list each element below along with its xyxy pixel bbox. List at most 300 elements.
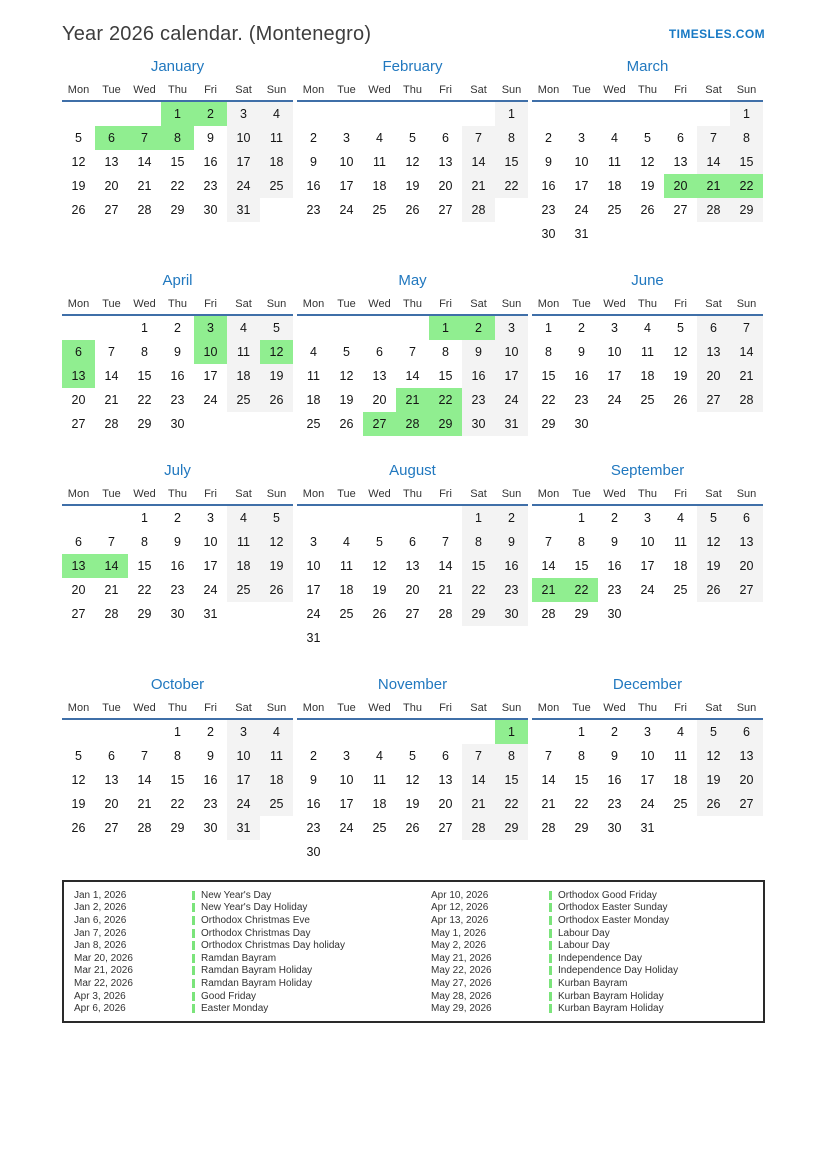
day-cell: 10 xyxy=(640,749,655,763)
day-cell: 24 xyxy=(203,393,218,407)
holiday-day-cell: 21 xyxy=(697,174,730,198)
day-cell: 2 xyxy=(174,511,181,525)
day-cell: 28 xyxy=(541,821,556,835)
day-cell: 11 xyxy=(307,369,320,383)
empty-cell xyxy=(95,316,128,340)
empty-cell xyxy=(128,720,161,744)
empty-cell xyxy=(697,816,730,840)
day-cell: 21 xyxy=(438,583,453,597)
day-cell: 23 xyxy=(574,393,589,407)
day-cell: 9 xyxy=(207,131,214,145)
weekday-label: Fri xyxy=(429,488,462,506)
day-cell: 14 xyxy=(137,773,152,787)
day-cell: 15 xyxy=(574,559,589,573)
day-cell: 8 xyxy=(578,749,585,763)
day-cell: 12 xyxy=(673,345,688,359)
weekend-day-cell: 18 xyxy=(260,768,293,792)
holiday-marker-icon xyxy=(192,916,195,925)
legend-date: May 2, 2026 xyxy=(431,940,487,952)
weekday-label: Thu xyxy=(396,488,429,506)
day-cell: 2 xyxy=(310,131,317,145)
empty-cell xyxy=(62,720,95,744)
day-cell: 19 xyxy=(405,179,420,193)
day-cell: 10 xyxy=(640,535,655,549)
empty-cell xyxy=(95,506,128,530)
weekend-day-cell: 26 xyxy=(697,578,730,602)
day-cell: 25 xyxy=(372,203,387,217)
legend-date: May 27, 2026 xyxy=(431,977,492,989)
legend-item xyxy=(421,902,763,915)
day-cell: 27 xyxy=(673,203,688,217)
day-cell: 24 xyxy=(640,583,655,597)
weekday-label: Sun xyxy=(260,84,293,102)
day-cell: 4 xyxy=(677,511,684,525)
day-cell: 19 xyxy=(372,583,387,597)
empty-cell xyxy=(495,198,528,222)
day-cell: 22 xyxy=(137,583,152,597)
holiday-marker-icon xyxy=(192,1004,195,1013)
empty-cell xyxy=(697,102,730,126)
day-cell: 30 xyxy=(170,607,185,621)
day-cell: 23 xyxy=(203,179,218,193)
weekday-label: Thu xyxy=(161,702,194,720)
day-cell: 30 xyxy=(607,607,622,621)
day-cell: 23 xyxy=(170,583,185,597)
holiday-day-cell: 6 xyxy=(62,340,95,364)
day-cell: 16 xyxy=(541,179,556,193)
empty-cell xyxy=(330,840,363,864)
day-cell: 17 xyxy=(306,583,321,597)
weekday-label: Tue xyxy=(330,84,363,102)
weekend-day-cell: 3 xyxy=(227,720,260,744)
holiday-marker-icon xyxy=(549,966,552,975)
day-cell: 25 xyxy=(607,203,622,217)
day-cell: 14 xyxy=(541,559,556,573)
month-april xyxy=(62,272,293,436)
month-title: November xyxy=(377,676,448,693)
day-cell: 6 xyxy=(75,535,82,549)
month-title: June xyxy=(631,272,664,289)
weekend-day-cell: 10 xyxy=(495,340,528,364)
day-cell: 26 xyxy=(372,607,387,621)
day-cell: 16 xyxy=(306,179,321,193)
legend-item xyxy=(421,1002,763,1015)
legend-item xyxy=(64,902,421,915)
empty-cell xyxy=(730,602,763,626)
holiday-day-cell: 21 xyxy=(532,578,565,602)
empty-cell xyxy=(664,602,697,626)
weekday-label: Fri xyxy=(429,84,462,102)
day-cell: 29 xyxy=(170,821,185,835)
day-cell: 2 xyxy=(207,725,214,739)
day-cell: 29 xyxy=(574,607,589,621)
weekday-label: Sat xyxy=(227,702,260,720)
day-cell: 11 xyxy=(674,749,687,763)
day-cell: 16 xyxy=(170,369,185,383)
day-cell: 29 xyxy=(137,417,152,431)
day-cell: 12 xyxy=(71,155,86,169)
month-calendar xyxy=(532,488,763,626)
day-cell: 19 xyxy=(640,179,655,193)
weekend-day-cell: 28 xyxy=(697,198,730,222)
empty-cell xyxy=(598,102,631,126)
day-cell: 16 xyxy=(203,773,218,787)
day-cell: 20 xyxy=(372,393,387,407)
weekend-day-cell: 11 xyxy=(227,530,260,554)
empty-cell xyxy=(194,412,227,436)
weekend-day-cell: 18 xyxy=(227,554,260,578)
day-cell: 3 xyxy=(611,321,618,335)
legend-item xyxy=(421,952,763,965)
holiday-day-cell: 28 xyxy=(396,412,429,436)
day-cell: 17 xyxy=(203,369,218,383)
legend-item xyxy=(421,977,763,990)
month-calendar xyxy=(297,298,528,436)
page-title: Year 2026 calendar. (Montenegro) xyxy=(62,22,372,45)
day-cell: 19 xyxy=(71,797,86,811)
day-cell: 1 xyxy=(578,511,585,525)
legend-holiday-name: Orthodox Christmas Day xyxy=(201,927,311,939)
day-cell: 18 xyxy=(607,179,622,193)
months-grid xyxy=(0,52,827,864)
weekday-label: Thu xyxy=(161,298,194,316)
month-calendar xyxy=(532,84,763,246)
legend-date: Jan 2, 2026 xyxy=(74,902,127,914)
day-cell: 6 xyxy=(376,345,383,359)
weekend-day-cell: 20 xyxy=(697,364,730,388)
weekend-day-cell: 9 xyxy=(462,340,495,364)
empty-cell xyxy=(532,102,565,126)
day-cell: 3 xyxy=(644,725,651,739)
day-cell: 15 xyxy=(137,559,152,573)
legend-item xyxy=(421,889,763,902)
day-cell: 15 xyxy=(438,369,453,383)
empty-cell xyxy=(495,626,528,650)
day-cell: 16 xyxy=(607,559,622,573)
day-cell: 11 xyxy=(373,773,386,787)
legend-date: Mar 22, 2026 xyxy=(74,977,133,989)
legend-item xyxy=(421,965,763,978)
weekend-day-cell: 27 xyxy=(730,792,763,816)
weekend-day-cell: 7 xyxy=(697,126,730,150)
weekend-day-cell: 14 xyxy=(730,340,763,364)
weekday-label: Fri xyxy=(664,702,697,720)
weekday-label: Wed xyxy=(363,702,396,720)
day-cell: 11 xyxy=(373,155,386,169)
weekend-day-cell: 4 xyxy=(260,720,293,744)
weekday-label: Thu xyxy=(161,84,194,102)
day-cell: 20 xyxy=(438,179,453,193)
holiday-day-cell: 14 xyxy=(95,554,128,578)
day-cell: 16 xyxy=(574,369,589,383)
day-cell: 24 xyxy=(339,821,354,835)
day-cell: 16 xyxy=(203,155,218,169)
site-link[interactable]: TIMESLES.COM xyxy=(668,27,765,41)
legend-holiday-name: New Year's Day xyxy=(201,889,272,901)
weekend-day-cell: 24 xyxy=(227,792,260,816)
weekend-day-cell: 2 xyxy=(495,506,528,530)
day-cell: 15 xyxy=(137,369,152,383)
weekend-day-cell: 11 xyxy=(227,340,260,364)
legend-holiday-name: Ramdan Bayram Holiday xyxy=(201,977,313,989)
empty-cell xyxy=(631,222,664,246)
day-cell: 24 xyxy=(339,203,354,217)
day-cell: 4 xyxy=(611,131,618,145)
day-cell: 1 xyxy=(545,321,552,335)
empty-cell xyxy=(697,602,730,626)
holiday-marker-icon xyxy=(192,954,195,963)
weekend-day-cell: 17 xyxy=(227,768,260,792)
day-cell: 22 xyxy=(137,393,152,407)
weekday-label: Tue xyxy=(565,298,598,316)
holiday-marker-icon xyxy=(192,903,195,912)
day-cell: 5 xyxy=(75,749,82,763)
weekday-label: Sat xyxy=(227,298,260,316)
month-october xyxy=(62,676,293,864)
day-cell: 26 xyxy=(339,417,354,431)
weekend-day-cell: 6 xyxy=(697,316,730,340)
day-cell: 6 xyxy=(409,535,416,549)
legend-holiday-name: Good Friday xyxy=(201,990,257,1002)
day-cell: 18 xyxy=(372,179,387,193)
weekday-label: Mon xyxy=(62,488,95,506)
day-cell: 19 xyxy=(71,179,86,193)
holiday-day-cell: 22 xyxy=(429,388,462,412)
legend-date: Mar 20, 2026 xyxy=(74,952,133,964)
day-cell: 9 xyxy=(310,773,317,787)
day-cell: 12 xyxy=(405,773,420,787)
weekday-label: Thu xyxy=(161,488,194,506)
day-cell: 7 xyxy=(108,535,115,549)
weekend-day-cell: 17 xyxy=(495,364,528,388)
legend-item xyxy=(421,990,763,1003)
weekend-day-cell: 14 xyxy=(462,150,495,174)
legend-date: Jan 6, 2026 xyxy=(74,914,127,926)
day-cell: 4 xyxy=(376,749,383,763)
empty-cell xyxy=(462,840,495,864)
legend-item xyxy=(64,914,421,927)
weekday-label: Sat xyxy=(462,298,495,316)
weekend-day-cell: 4 xyxy=(227,316,260,340)
day-cell: 3 xyxy=(343,749,350,763)
legend-holiday-name: Labour Day xyxy=(558,927,610,939)
holiday-day-cell: 1 xyxy=(429,316,462,340)
legend-item xyxy=(64,965,421,978)
day-cell: 5 xyxy=(644,131,651,145)
holiday-marker-icon xyxy=(549,903,552,912)
day-cell: 7 xyxy=(442,535,449,549)
legend-item xyxy=(64,952,421,965)
weekday-label: Sun xyxy=(260,298,293,316)
day-cell: 11 xyxy=(641,345,654,359)
holiday-day-cell: 7 xyxy=(128,126,161,150)
day-cell: 9 xyxy=(310,155,317,169)
weekday-label: Sat xyxy=(697,702,730,720)
day-cell: 8 xyxy=(141,345,148,359)
day-cell: 27 xyxy=(405,607,420,621)
weekday-label: Wed xyxy=(598,298,631,316)
day-cell: 28 xyxy=(137,821,152,835)
empty-cell xyxy=(363,316,396,340)
day-cell: 6 xyxy=(442,749,449,763)
weekend-day-cell: 28 xyxy=(462,198,495,222)
weekday-label: Mon xyxy=(62,298,95,316)
holiday-day-cell: 13 xyxy=(62,364,95,388)
empty-cell xyxy=(396,720,429,744)
weekday-label: Fri xyxy=(194,298,227,316)
day-cell: 26 xyxy=(673,393,688,407)
day-cell: 17 xyxy=(339,179,354,193)
weekday-label: Sat xyxy=(697,84,730,102)
legend-holiday-name: Kurban Bayram xyxy=(558,977,628,989)
legend-item xyxy=(64,939,421,952)
holiday-day-cell: 21 xyxy=(396,388,429,412)
day-cell: 20 xyxy=(405,583,420,597)
day-cell: 9 xyxy=(207,749,214,763)
legend-date: Jan 7, 2026 xyxy=(74,927,127,939)
weekday-label: Mon xyxy=(297,702,330,720)
holiday-marker-icon xyxy=(549,979,552,988)
day-cell: 1 xyxy=(141,321,148,335)
holiday-marker-icon xyxy=(549,992,552,1001)
weekday-label: Sun xyxy=(495,702,528,720)
day-cell: 17 xyxy=(640,773,655,787)
day-cell: 6 xyxy=(677,131,684,145)
day-cell: 21 xyxy=(104,393,119,407)
holiday-day-cell: 6 xyxy=(95,126,128,150)
day-cell: 12 xyxy=(640,155,655,169)
weekend-day-cell: 5 xyxy=(697,506,730,530)
weekday-label: Thu xyxy=(631,702,664,720)
weekday-label: Fri xyxy=(664,488,697,506)
weekend-day-cell: 11 xyxy=(260,126,293,150)
empty-cell xyxy=(396,626,429,650)
day-cell: 27 xyxy=(71,417,86,431)
day-cell: 26 xyxy=(71,203,86,217)
holiday-marker-icon xyxy=(549,916,552,925)
day-cell: 18 xyxy=(306,393,321,407)
empty-cell xyxy=(462,102,495,126)
month-calendar xyxy=(532,298,763,436)
day-cell: 17 xyxy=(339,797,354,811)
month-january xyxy=(62,58,293,246)
day-cell: 8 xyxy=(578,535,585,549)
day-cell: 2 xyxy=(611,725,618,739)
day-cell: 26 xyxy=(640,203,655,217)
day-cell: 12 xyxy=(372,559,387,573)
month-title: March xyxy=(626,58,669,75)
weekend-day-cell: 30 xyxy=(462,412,495,436)
weekend-day-cell: 7 xyxy=(462,744,495,768)
legend-holiday-name: Ramdan Bayram xyxy=(201,952,277,964)
weekend-day-cell: 9 xyxy=(495,530,528,554)
legend-item xyxy=(421,939,763,952)
month-calendar xyxy=(297,488,528,650)
empty-cell xyxy=(260,602,293,626)
day-cell: 30 xyxy=(306,845,321,859)
day-cell: 10 xyxy=(574,155,589,169)
empty-cell xyxy=(95,720,128,744)
empty-cell xyxy=(565,102,598,126)
weekend-day-cell: 23 xyxy=(462,388,495,412)
day-cell: 16 xyxy=(306,797,321,811)
day-cell: 21 xyxy=(104,583,119,597)
legend-date: Apr 13, 2026 xyxy=(431,914,489,926)
day-cell: 12 xyxy=(71,773,86,787)
day-cell: 19 xyxy=(339,393,354,407)
day-cell: 23 xyxy=(607,583,622,597)
empty-cell xyxy=(260,816,293,840)
day-cell: 21 xyxy=(541,797,556,811)
empty-cell xyxy=(598,222,631,246)
day-cell: 2 xyxy=(545,131,552,145)
weekday-label: Wed xyxy=(128,84,161,102)
day-cell: 27 xyxy=(438,203,453,217)
legend-holiday-name: New Year's Day Holiday xyxy=(201,902,308,914)
day-cell: 5 xyxy=(343,345,350,359)
day-cell: 31 xyxy=(203,607,218,621)
day-cell: 30 xyxy=(203,203,218,217)
legend-date: Apr 10, 2026 xyxy=(431,889,489,901)
day-cell: 3 xyxy=(310,535,317,549)
month-may xyxy=(297,272,528,436)
weekend-day-cell: 19 xyxy=(260,364,293,388)
day-cell: 8 xyxy=(141,535,148,549)
day-cell: 14 xyxy=(104,369,119,383)
day-cell: 22 xyxy=(541,393,556,407)
weekday-label: Sun xyxy=(730,298,763,316)
month-calendar xyxy=(297,84,528,222)
day-cell: 27 xyxy=(71,607,86,621)
empty-cell xyxy=(260,412,293,436)
month-calendar xyxy=(532,702,763,840)
empty-cell xyxy=(429,626,462,650)
day-cell: 17 xyxy=(574,179,589,193)
weekend-day-cell: 14 xyxy=(462,768,495,792)
legend-holiday-name: Kurban Bayram Holiday xyxy=(558,990,664,1002)
empty-cell xyxy=(396,506,429,530)
day-cell: 17 xyxy=(203,559,218,573)
weekday-label: Sun xyxy=(260,702,293,720)
weekend-day-cell: 1 xyxy=(462,506,495,530)
holiday-marker-icon xyxy=(549,929,552,938)
day-cell: 24 xyxy=(640,797,655,811)
legend-item xyxy=(64,1002,421,1015)
month-title: August xyxy=(389,462,436,479)
holiday-day-cell: 12 xyxy=(260,340,293,364)
legend-holiday-name: Orthodox Easter Sunday xyxy=(558,902,668,914)
day-cell: 8 xyxy=(174,749,181,763)
weekend-day-cell: 22 xyxy=(495,792,528,816)
empty-cell xyxy=(297,720,330,744)
day-cell: 4 xyxy=(343,535,350,549)
day-cell: 27 xyxy=(104,821,119,835)
empty-cell xyxy=(396,102,429,126)
day-cell: 10 xyxy=(306,559,321,573)
legend-holiday-name: Independence Day Holiday xyxy=(558,965,679,977)
day-cell: 9 xyxy=(174,345,181,359)
weekday-label: Wed xyxy=(363,488,396,506)
legend-holiday-name: Labour Day xyxy=(558,940,610,952)
weekend-day-cell: 12 xyxy=(697,530,730,554)
weekend-day-cell: 29 xyxy=(495,816,528,840)
weekday-label: Wed xyxy=(598,702,631,720)
empty-cell xyxy=(664,816,697,840)
weekday-label: Mon xyxy=(62,702,95,720)
weekend-day-cell: 5 xyxy=(260,316,293,340)
weekday-label: Fri xyxy=(664,84,697,102)
empty-cell xyxy=(429,840,462,864)
